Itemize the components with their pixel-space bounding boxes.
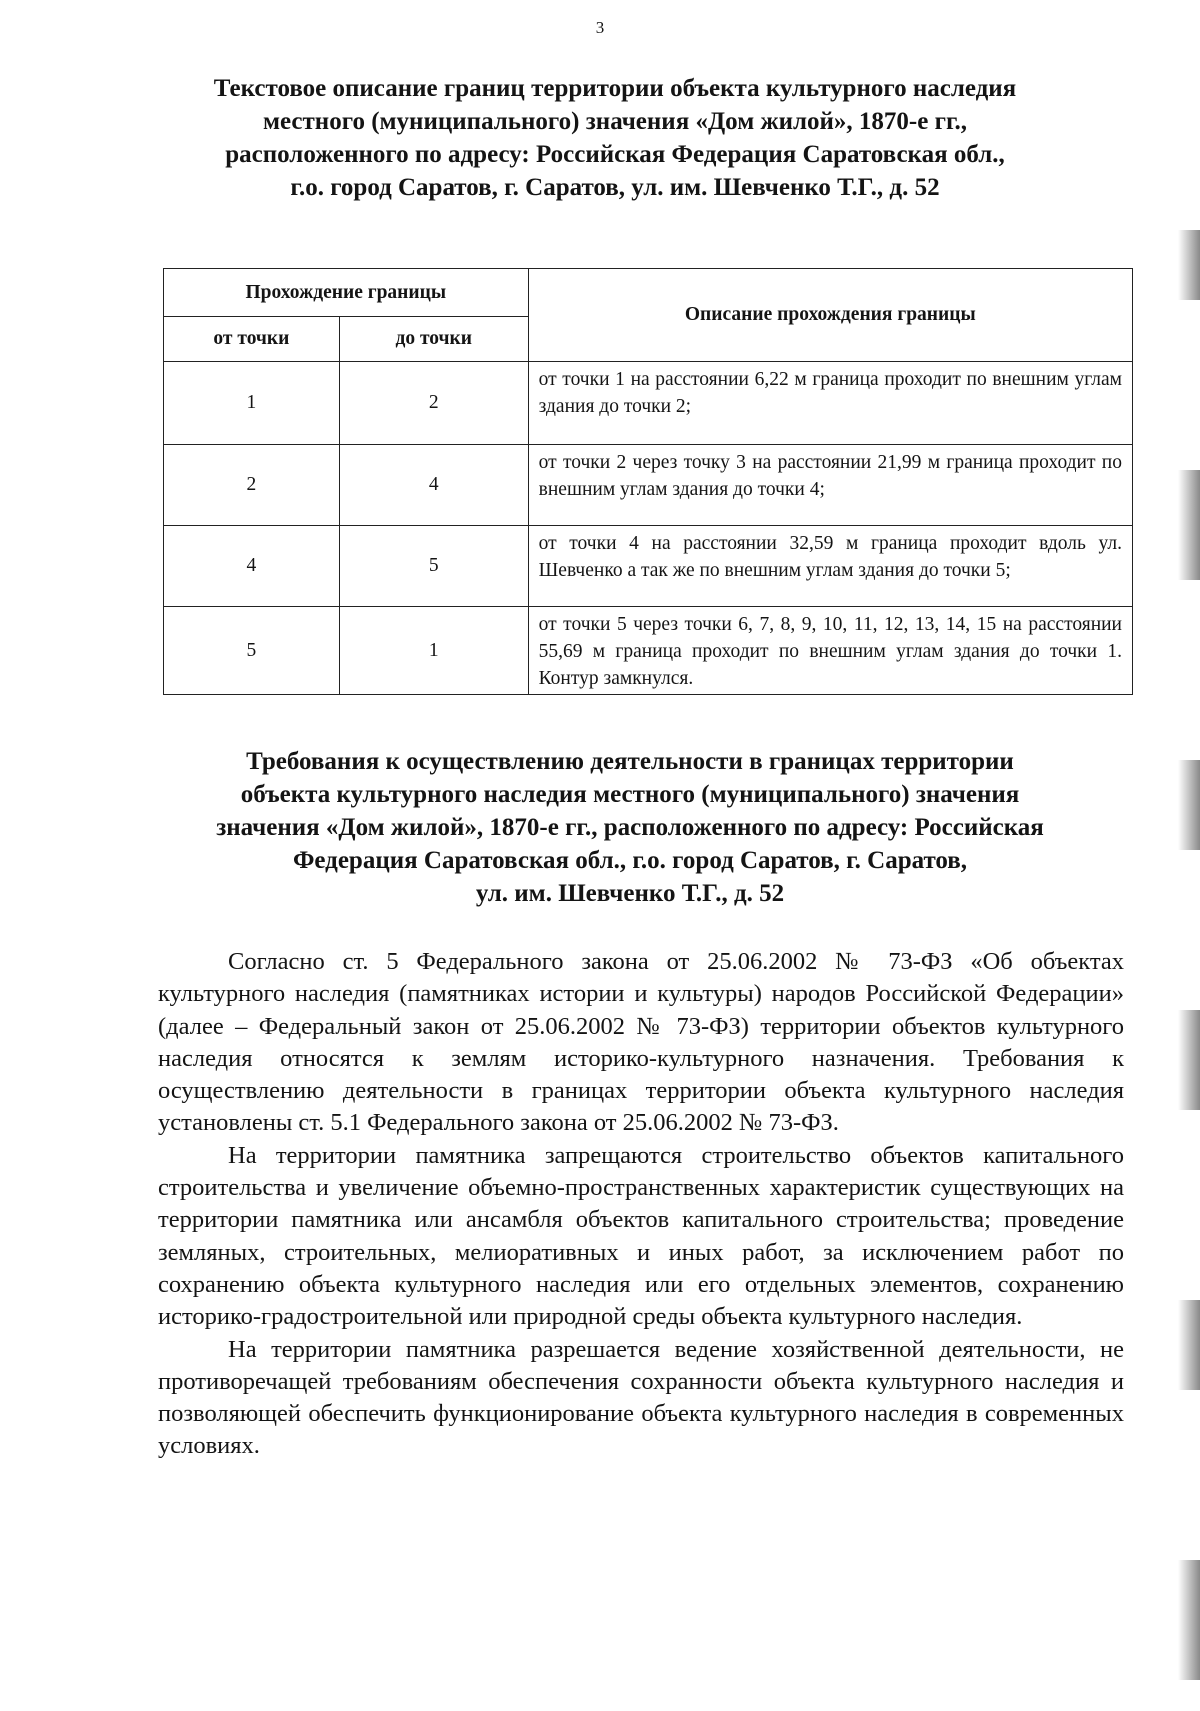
cell-to: 2 [339, 362, 528, 445]
scan-edge-shadow [1178, 1010, 1200, 1110]
cell-from: 1 [164, 362, 340, 445]
title-line: г.о. город Саратов, г. Саратов, ул. им. Шевченко Т.Г., д. 52 [290, 174, 940, 201]
cell-from: 4 [164, 526, 340, 607]
header-to-point: до точки [339, 317, 528, 362]
requirements-title-line: Федерация Саратовская обл., г.о. город Саратов, г. Саратов, [292, 847, 968, 874]
requirements-title-line: ул. им. Шевченко Т.Г., д. 52 [475, 880, 785, 907]
cell-to: 5 [339, 526, 528, 607]
requirements-title-line: значения «Дом жилой», 1870-е гг., расположенного по адресу: Российская [216, 814, 1044, 841]
table-header-row [164, 269, 1133, 317]
table-row [164, 445, 1133, 526]
document-title [150, 72, 1080, 204]
requirements-title-line: Требования к осуществлению деятельности в границах территории [246, 748, 1014, 775]
title-line: расположенного по адресу: Российская Федерация Саратовская обл., [225, 141, 1005, 168]
cell-from: 5 [164, 607, 340, 695]
body-text [158, 946, 1124, 1463]
cell-description: от точки 4 на расстоянии 32,59 м граница проходит вдоль ул. Шевченко а так же по внешним углам здания до точки 5; [528, 526, 1132, 607]
cell-description: от точки 1 на расстоянии 6,22 м граница проходит по внешним углам здания до точки 2; [528, 362, 1132, 445]
scan-edge-shadow [1178, 230, 1200, 300]
cell-description: от точки 5 через точки 6, 7, 8, 9, 10, 11, 12, 13, 14, 15 на расстоянии 55,69 м граница проходит по внешним углам здания до точки 1. Контур замкнулся. [528, 607, 1132, 695]
table-row [164, 607, 1133, 695]
cell-from: 2 [164, 445, 340, 526]
paragraph: Согласно ст. 5 Федерального закона от 25.06.2002 № 73-ФЗ «Об объектах культурного наследия (памятниках истории и культуры) народов Российской Федерации» (далее – Федеральный закон от 25.06.2002 № 73-ФЗ) территории объектов культурного наследия относятся к землям историко-культурного назначения. Требования к осуществлению деятельности в границах территории объекта культурного наследия установлены ст. 5.1 Федерального закона от 25.06.2002 № 73-ФЗ. [158, 948, 1124, 1137]
cell-description: от точки 2 через точку 3 на расстоянии 21,99 м граница проходит по внешним углам здания до точки 4; [528, 445, 1132, 526]
page-number: 3 [595, 18, 605, 37]
paragraph: На территории памятника запрещаются строительство объектов капитального строительства и увеличение объемно-пространственных характеристик существующих на территории памятника или ансамбля объектов капитального строительства; проведение земляных, строительных, мелиоративных и иных работ, за исключением работ по сохранению объекта культурного наследия или его отдельных элементов, сохранению историко-градостроительной или природной среды объекта культурного наследия. [158, 1141, 1124, 1331]
cell-to: 4 [339, 445, 528, 526]
scan-edge-shadow [1178, 1560, 1200, 1680]
paragraph: На территории памятника разрешается ведение хозяйственной деятельности, не противоречащей требованиям обеспечения сохранности объекта культурного наследия и позволяющей обеспечить функционирование объекта культурного наследия в современных условиях. [158, 1335, 1124, 1460]
requirements-title-line: объекта культурного наследия местного (муниципального) значения [240, 781, 1020, 808]
scan-edge-shadow [1178, 1300, 1200, 1390]
table-row [164, 362, 1133, 445]
title-line: местного (муниципального) значения «Дом жилой», 1870-е гг., [263, 108, 967, 135]
cell-to: 1 [339, 607, 528, 695]
scan-edge-shadow [1178, 470, 1200, 580]
header-from-point: от точки [164, 317, 340, 362]
header-boundary-passage: Прохождение границы [164, 269, 529, 317]
boundary-table [163, 268, 1133, 695]
scan-edge-shadow [1178, 760, 1200, 850]
requirements-title [150, 745, 1110, 910]
table-row [164, 526, 1133, 607]
title-line: Текстовое описание границ территории объекта культурного наследия [213, 75, 1017, 102]
header-description: Описание прохождения границы [528, 269, 1132, 362]
